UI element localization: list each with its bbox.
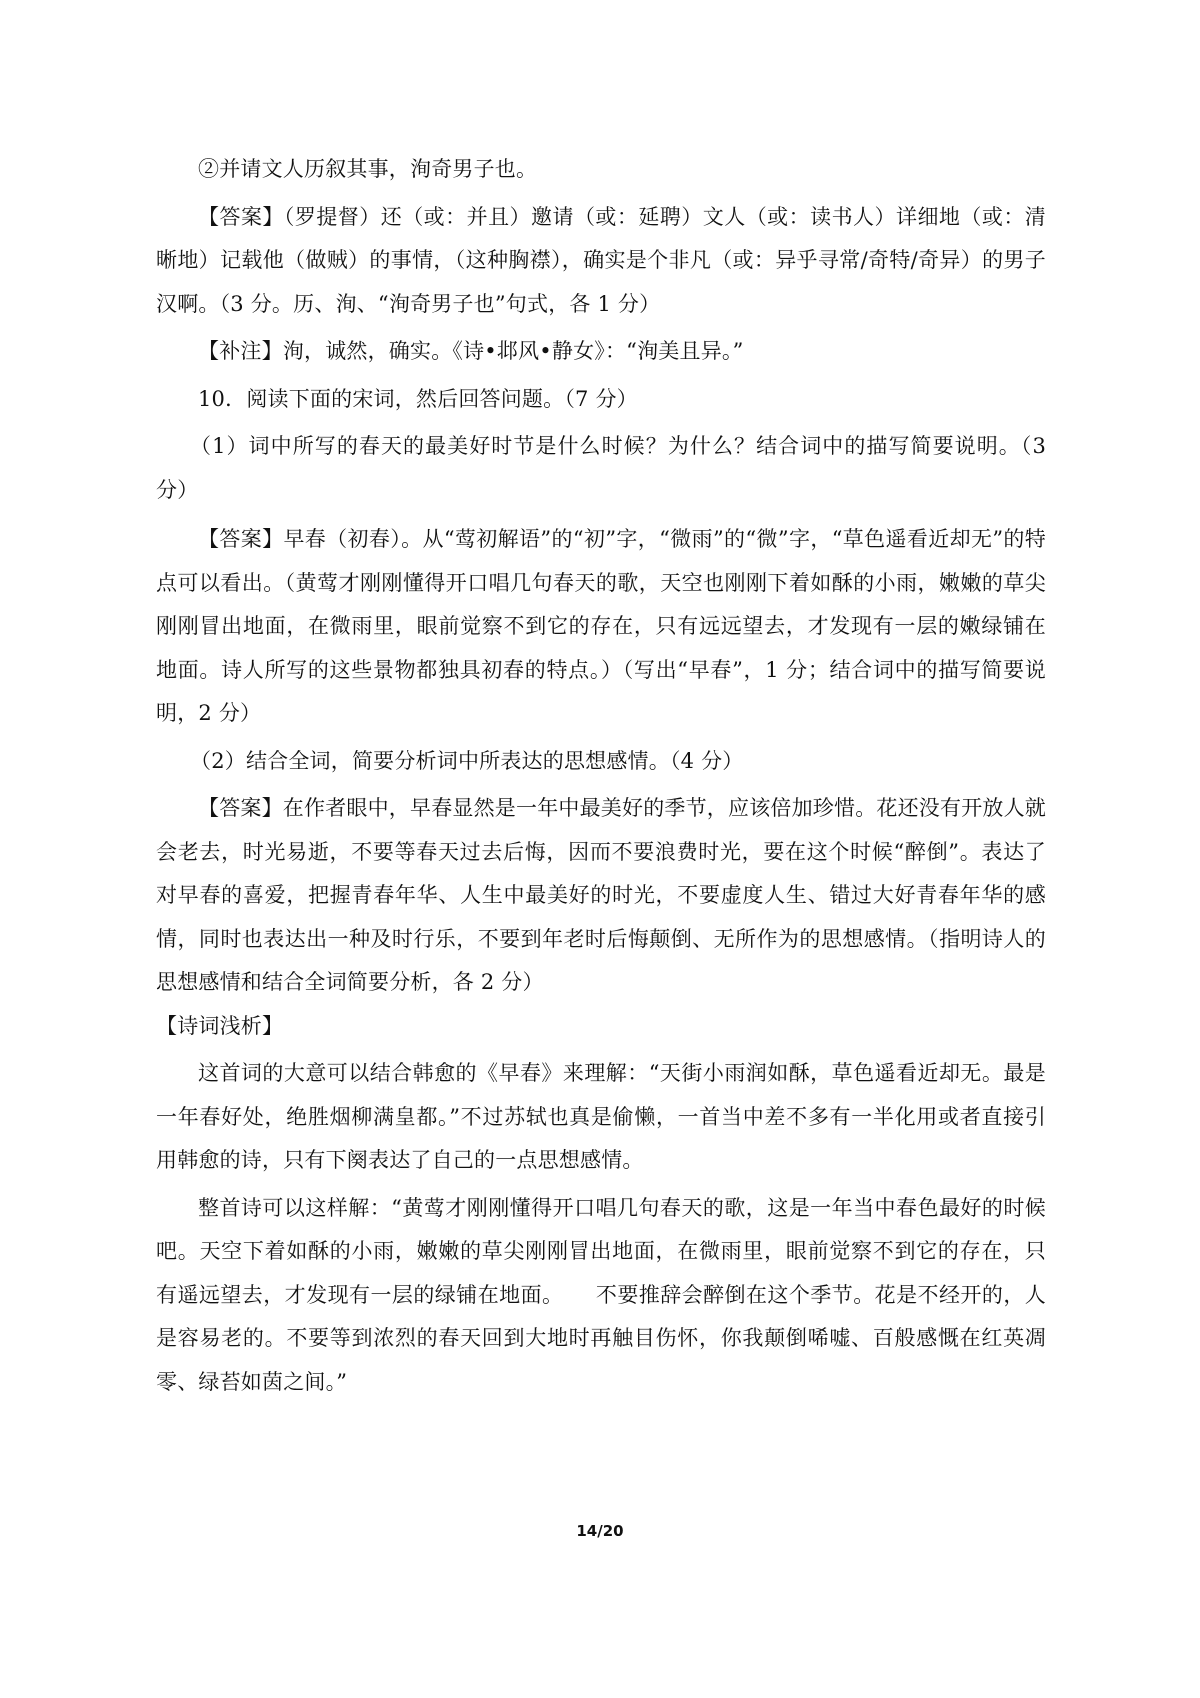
- question-10: 10．阅读下面的宋词，然后回答问题。（7 分）: [198, 386, 638, 411]
- question-10-part-1: （1）词中所写的春天的最美好时节是什么时候？为什么？结合词中的描写简要说明。（3 分）: [156, 434, 1046, 502]
- original-sentence-2: ②并请文人历叙其事，洵奇男子也。: [198, 157, 538, 181]
- supplementary-note: 【补注】洵，诚然，确实。《诗•邶风•静女》：“洵美且异。”: [198, 339, 744, 363]
- poem-analysis-paragraph-2: 整首诗可以这样解：“黄莺才刚刚懂得开口唱几句春天的歌，这是一年当中春色最好的时候吧。天空下着如酥的小雨，嫩嫩的草尖刚刚冒出地面，在微雨里，眼前觉察不到它的存在，只有遥远望去，才发现有一层的绿铺在地面。 不要推辞会醉倒在这个季节。花是不经开的，人是容易老的。不要等到浓烈的春天回到大地时再触目伤怀，你我颠倒唏嘘、百般感慨在红英凋零、绿苔如茵之间。”: [156, 1195, 1046, 1394]
- poem-analysis-paragraph-1: 这首词的大意可以结合韩愈的《早春》来理解：“天街小雨润如酥，草色遥看近却无。最是一年春好处，绝胜烟柳满皇都。”不过苏轼也真是偷懒，一首当中差不多有一半化用或者直接引用韩愈的诗，只有下阕表达了自己的一点思想感情。: [156, 1061, 1046, 1172]
- document-body: [156, 148, 1046, 1404]
- poem-analysis-heading: 【诗词浅析】: [156, 1013, 284, 1038]
- question-10-part-2: （2）结合全词，简要分析词中所表达的思想感情。（4 分）: [190, 748, 744, 773]
- answer-translation: 【答案】（罗提督）还（或：并且）邀请（或：延聘）文人（或：读书人）详细地（或：清晰地）记载他（做贼）的事情，（这种胸襟），确实是个非凡（或：异乎寻常/奇特/奇异）的男子汉啊。（3 分。历、洵、“洵奇男子也”句式，各 1 分）: [156, 204, 1046, 316]
- answer-part-2: 【答案】在作者眼中，早春显然是一年中最美好的季节，应该倍加珍惜。花还没有开放人就会老去，时光易逝，不要等春天过去后悔，因而不要浪费时光，要在这个时候“醉倒”。表达了对早春的喜爱，把握青春年华、人生中最美好的时光，不要虚度人生、错过大好青春年华的感情，同时也表达出一种及时行乐，不要到年老时后悔颠倒、无所作为的思想感情。（指明诗人的思想感情和结合全词简要分析，各 2 分）: [156, 796, 1046, 994]
- answer-part-1: 【答案】早春（初春）。从“莺初解语”的“初”字，“微雨”的“微”字，“草色遥看近却无”的特点可以看出。（黄莺才刚刚懂得开口唱几句春天的歌，天空也刚刚下着如酥的小雨，嫩嫩的草尖刚刚冒出地面，在微雨里，眼前觉察不到它的存在，只有远远望去，才发现有一层的嫩绿铺在地面。诗人所写的这些景物都独具初春的特点。）（写出“早春”，1 分；结合词中的描写简要说明，2 分）: [156, 527, 1046, 725]
- page-number: 14/20: [576, 1522, 624, 1540]
